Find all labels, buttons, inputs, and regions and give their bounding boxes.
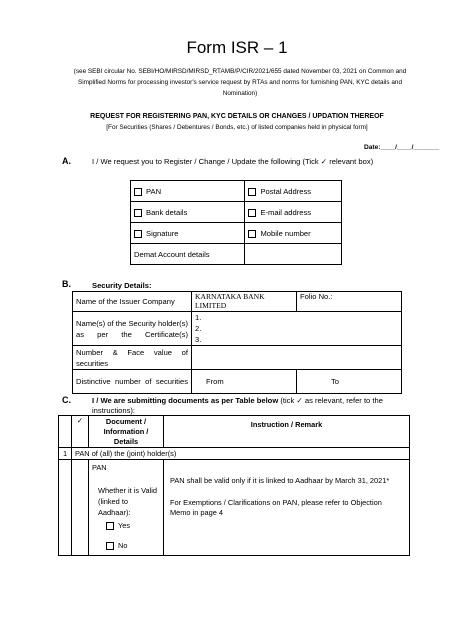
folio-number-field[interactable] xyxy=(297,292,402,312)
postal-address-checkbox[interactable] xyxy=(248,188,256,196)
distinctive-from-field[interactable] xyxy=(192,370,297,394)
documents-table xyxy=(58,415,410,556)
date-field[interactable]: Date:____/____/_______ xyxy=(364,144,440,151)
row1-blank xyxy=(59,460,72,556)
yes-option[interactable] xyxy=(92,520,160,531)
option-signature[interactable] xyxy=(131,223,245,244)
holders-label: Name(s) of the Security holder(s) as per the Certificate(s) xyxy=(73,312,192,346)
number-face-field[interactable] xyxy=(192,346,402,370)
bank-details-checkbox[interactable] xyxy=(134,209,142,217)
option-signature-label: Signature xyxy=(146,228,179,238)
section-c-instruction-bold: I / We are submitting documents as per Table below xyxy=(92,396,279,405)
number-face-label: Number & Face value of securities xyxy=(73,346,192,370)
row1-label: PAN of (all) the (joint) holder(s) xyxy=(72,448,410,460)
pan-remarks-cell xyxy=(164,460,410,556)
option-mobile-number[interactable] xyxy=(245,223,342,244)
demat-account-input[interactable] xyxy=(245,244,342,265)
mobile-number-checkbox[interactable] xyxy=(248,230,256,238)
distinctive-to-field[interactable] xyxy=(297,370,402,394)
security-details-table xyxy=(72,291,402,394)
section-a-instruction: I / We request you to Register / Change / Update the following (Tick ✓ relevant box) xyxy=(92,157,374,166)
yes-checkbox[interactable] xyxy=(106,522,114,530)
form-title: Form ISR – 1 xyxy=(186,38,288,57)
pan-validity-cell xyxy=(89,460,164,556)
request-title: REQUEST FOR REGISTERING PAN, KYC DETAILS OR CHANGES / UPDATION THEREOF xyxy=(90,113,384,120)
section-b-letter: B. xyxy=(62,279,71,289)
option-postal-address-label: Postal Address xyxy=(260,186,312,196)
option-pan[interactable] xyxy=(131,181,245,202)
section-c-letter: C. xyxy=(62,395,71,405)
no-option[interactable] xyxy=(92,540,160,551)
distinctive-label: Distinctive number of securities xyxy=(73,370,192,394)
whether-valid-label: Whether it is Valid (linked to Aadhaar): xyxy=(98,486,158,517)
option-demat-account-label: Demat Account details xyxy=(134,249,210,259)
no-label: No xyxy=(118,541,128,550)
email-address-checkbox[interactable] xyxy=(248,209,256,217)
to-label: To xyxy=(331,377,340,386)
header-instruction: Instruction / Remark xyxy=(164,416,410,448)
option-bank-details-label: Bank details xyxy=(146,207,188,217)
no-checkbox[interactable] xyxy=(106,542,114,550)
option-pan-label: PAN xyxy=(146,186,162,196)
row1-number: 1 xyxy=(59,448,72,460)
form-subtitle: (see SEBI circular No. SEBI/HO/MIRSD/MIRSD_RTAMB/P/CIR/2021/655 dated November 03, 2021 on Common and Simplified Norms for processing investor's service request by RTAs and norms for furnishing PAN, KYC details and Nomination) xyxy=(73,68,407,97)
folio-label: Folio No.: xyxy=(300,292,333,301)
issuer-label: Name of the Issuer Company xyxy=(73,292,192,312)
pan-checkbox[interactable] xyxy=(134,188,142,196)
section-a-options-table xyxy=(130,180,342,265)
pan-label: PAN xyxy=(92,463,107,472)
header-tick-icon: ✓ xyxy=(72,416,89,448)
holders-names-field[interactable] xyxy=(192,312,402,346)
header-document: Document / Information / Details xyxy=(89,416,164,448)
request-subtitle: [For Securities (Shares / Debentures / Bonds, etc.) of listed companies held in physical form] xyxy=(106,124,368,131)
option-bank-details[interactable] xyxy=(131,202,245,223)
option-email-address[interactable] xyxy=(245,202,342,223)
header-blank xyxy=(59,416,72,448)
from-label: From xyxy=(206,377,224,386)
issuer-value: KARNATAKA BANK LIMITED xyxy=(192,292,297,312)
section-b-heading: Security Details: xyxy=(92,281,152,290)
section-c-instruction xyxy=(92,396,410,416)
section-a-letter: A. xyxy=(62,156,71,166)
holder-number-1: 1. xyxy=(195,313,202,322)
yes-label: Yes xyxy=(118,521,131,530)
remark-exemptions: For Exemptions / Clarifications on PAN, please refer to Objection Memo in page 4 xyxy=(170,498,382,517)
option-email-address-label: E-mail address xyxy=(260,207,312,217)
remark-aadhaar-link: PAN shall be valid only if it is linked to Aadhaar by March 31, 2021* xyxy=(170,476,390,485)
holder-number-2: 2. xyxy=(195,324,202,333)
option-postal-address[interactable] xyxy=(245,181,342,202)
signature-checkbox[interactable] xyxy=(134,230,142,238)
row1-tick-cell[interactable] xyxy=(72,460,89,556)
holder-number-3: 3. xyxy=(195,335,202,344)
option-mobile-number-label: Mobile number xyxy=(260,228,311,238)
option-demat-account xyxy=(131,244,245,265)
section-c-instruction-rest: (tick ✓ as relevant, refer to the instructions): xyxy=(92,396,383,415)
